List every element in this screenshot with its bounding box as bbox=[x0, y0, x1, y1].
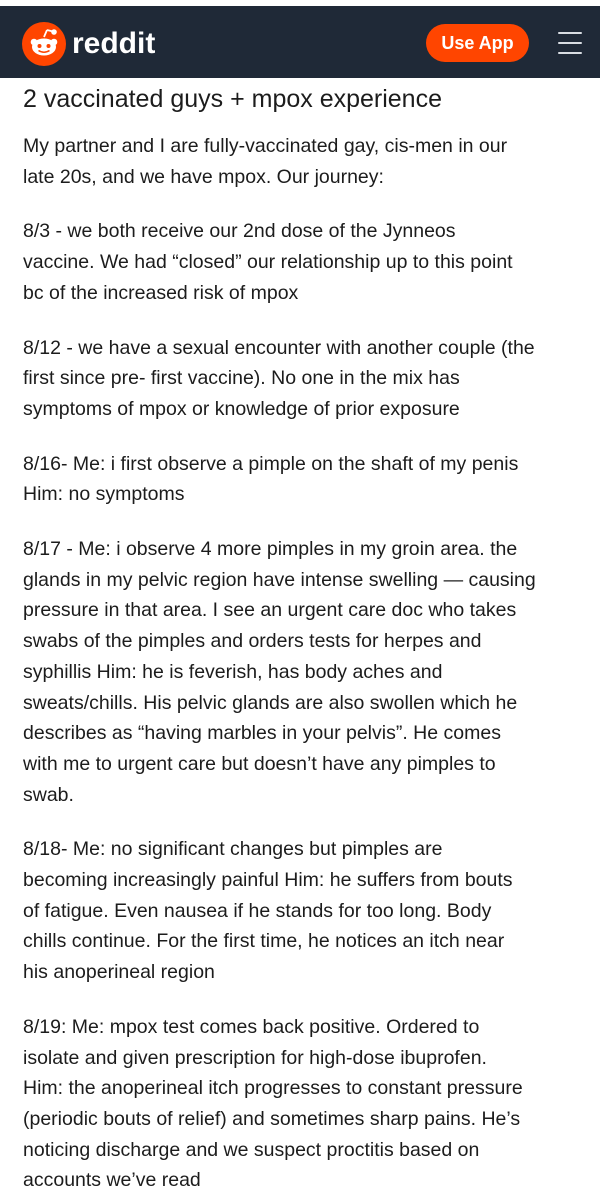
top-bar bbox=[0, 0, 600, 78]
post-paragraph: 8/17 - Me: i observe 4 more pimples in my groin area. the glands in my pelvic region have intense swelling — causing pressure in that area. I see an urgent care doc who takes swabs of the pimples and orders tests for herpes and syphillis Him: he is feverish, has body aches and sweats/chills. His pelvic glands are also swollen which he describes as “having marbles in your pelvis”. He comes with me to urgent care but doesn’t have any pimples to swab. bbox=[23, 538, 536, 806]
post-paragraph: 8/18- Me: no significant changes but pimples are becoming increasingly painful Him: he suffers from bouts of fatigue. Even nausea if he stands for too long. Body chills continue. For the first time, he notices an itch near his anoperineal region bbox=[23, 838, 513, 984]
brand-wordmark: reddit bbox=[72, 27, 156, 60]
reddit-logo[interactable] bbox=[22, 22, 155, 66]
post-title: 2 vaccinated guys + mpox experience bbox=[23, 85, 442, 113]
post-paragraph: 8/19: Me: mpox test comes back positive. Ordered to isolate and given prescription for high-dose ibuprofen. Him: the anoperineal itch progresses to constant pressure (periodic bouts of relief) and sometimes sharp pains. He’s noticing discharge and we suspect proctitis based on accounts we’ve read bbox=[23, 1015, 523, 1192]
reddit-snoo-icon bbox=[22, 22, 66, 66]
post-paragraph: 8/12 - we have a sexual encounter with another couple (the first since pre- first vaccine). No one in the mix has symptoms of mpox or knowledge of prior exposure bbox=[23, 336, 535, 420]
use-app-button[interactable]: Use App bbox=[426, 24, 529, 62]
status-strip bbox=[0, 0, 600, 6]
post-paragraph: My partner and I are fully-vaccinated gay, cis-men in our late 20s, and we have mpox. Our journey: bbox=[23, 135, 508, 188]
post-body bbox=[23, 80, 583, 1196]
post-paragraph: 8/16- Me: i first observe a pimple on the shaft of my penis Him: no symptoms bbox=[23, 452, 519, 506]
post-paragraph: 8/3 - we both receive our 2nd dose of the Jynneos vaccine. We had “closed” our relationship up to this point bc of the increased risk of mpox bbox=[23, 220, 513, 304]
hamburger-menu-icon[interactable] bbox=[558, 32, 582, 54]
